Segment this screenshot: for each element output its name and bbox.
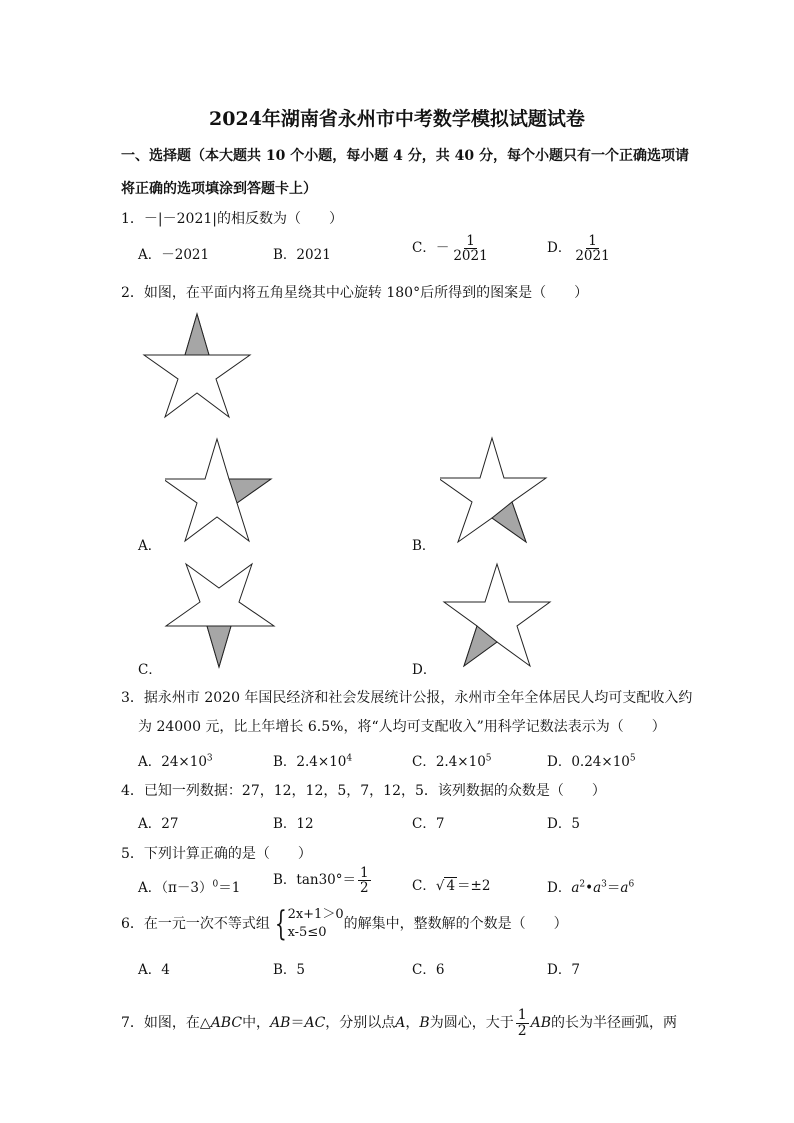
q3-option-d	[547, 750, 636, 770]
q7-text: 7．如图，在△	[121, 1015, 211, 1032]
page-title: 2024年湖南省永州市中考数学模拟试题试卷	[209, 108, 585, 130]
q5-option-c	[412, 874, 490, 894]
q6-option-d: D．7	[547, 962, 580, 978]
q3-option-a	[138, 750, 213, 770]
q7-fraction	[516, 1008, 529, 1038]
section-heading-line2: 将正确的选项填涂到答题卡上）	[121, 181, 317, 197]
q7-var: AC	[304, 1015, 326, 1032]
question-3-stem-line2: 为 24000 元，比上年增长 6.5%，将“人均可支配收入”用科学记数法表示为（ ）	[138, 719, 666, 735]
q1-option-d-fraction	[573, 234, 611, 263]
sqrt-symbol: √ 4	[435, 878, 456, 894]
q4-option-a: A．27	[138, 816, 179, 832]
q4-option-c: C．7	[412, 816, 445, 832]
q5-option-d	[547, 876, 634, 896]
option-exponent: 3	[601, 879, 607, 890]
question-4-stem: 4．已知一列数据：27，12，12，5，7，12，5．该列数据的众数是（ ）	[121, 783, 606, 799]
q3-option-b	[273, 750, 352, 770]
question-5-stem: 5．下列计算正确的是（ ）	[121, 846, 312, 862]
option-d-star-figure	[440, 562, 554, 670]
q7-var: ABC	[210, 1015, 243, 1032]
q5-option-b	[273, 866, 373, 895]
option-exponent: 2	[579, 879, 586, 890]
variable-a: a	[620, 880, 629, 896]
question-1-stem: 1．－|－2021|的相反数为（ ）	[121, 211, 343, 227]
q7-text: 中，	[242, 1015, 271, 1032]
fraction-denominator: 2	[517, 1022, 527, 1039]
option-text: B．tan30°＝	[273, 872, 357, 889]
option-exponent: 5	[485, 753, 492, 764]
fraction-numerator: 1	[360, 865, 369, 881]
q5-option-a	[138, 876, 240, 896]
option-exponent: 6	[628, 879, 635, 890]
q7-text: ，	[405, 1015, 420, 1032]
q2-option-b: B．	[412, 538, 436, 554]
option-text: ＝1	[218, 880, 241, 896]
q7-text: ，分别以点	[325, 1015, 396, 1032]
q6-option-c: C．6	[412, 962, 445, 978]
fraction-numerator: 1	[466, 233, 475, 249]
dot-operator: •	[585, 880, 594, 896]
inequality-system	[270, 906, 344, 942]
option-a-star-figure	[165, 437, 275, 545]
question-6-stem	[121, 906, 568, 942]
variable-a: a	[571, 880, 580, 896]
question-2-stem: 2．如图，在平面内将五角星绕其中心旋转 180°后所得到的图案是（ ）	[121, 285, 589, 301]
q2-option-a: A．	[138, 538, 162, 554]
option-exponent: 5	[629, 753, 636, 764]
option-text: D．0.24×10	[547, 754, 630, 770]
option-exponent: 0	[212, 879, 219, 890]
option-text: D．	[547, 880, 572, 896]
fraction-denominator: 2	[360, 880, 369, 897]
q1-option-a: A．－2021	[138, 247, 210, 263]
q2-option-d: D．	[412, 662, 437, 678]
q1-option-b: B．2021	[273, 247, 331, 263]
q7-text: ＝	[290, 1015, 305, 1032]
variable-a: a	[593, 880, 602, 896]
option-text: A．（π－3）	[138, 880, 213, 896]
q7-text: 为圆心，大于	[429, 1015, 514, 1032]
q4-option-b: B．12	[273, 816, 314, 832]
q7-var: B	[419, 1015, 430, 1032]
q7-var: AB	[270, 1015, 291, 1032]
fraction-denominator: 2021	[453, 248, 488, 265]
q6-prefix: 6．在一元一次不等式组	[121, 916, 270, 932]
q2-option-c: C．	[138, 662, 162, 678]
q5-option-b-fraction	[358, 866, 371, 895]
q7-var: AB	[530, 1015, 552, 1032]
inequality-1: 2x+1＞0	[287, 907, 344, 922]
question-7-stem	[121, 1008, 677, 1038]
q1-option-d-prefix: D．	[547, 240, 572, 257]
option-c-star-figure	[164, 562, 278, 670]
q4-option-d: D．5	[547, 816, 580, 832]
fraction-numerator: 1	[588, 233, 597, 249]
q1-option-c-prefix: C．－	[412, 240, 450, 257]
q1-option-c	[412, 234, 492, 263]
option-text: C．2.4×10	[412, 754, 486, 770]
option-text: A．24×10	[138, 754, 207, 770]
left-brace: {	[274, 904, 287, 944]
option-exponent: 4	[346, 753, 353, 764]
q3-option-c	[412, 750, 492, 770]
equals-sign: ＝	[606, 880, 621, 896]
option-b-star-figure	[440, 436, 554, 546]
q6-option-a: A．4	[138, 962, 170, 978]
question-3-stem-line1: 3．据永州市 2020 年国民经济和社会发展统计公报，永州市全年全体居民人均可支配收入约	[121, 690, 693, 706]
inequality-2: x-5≤0	[287, 925, 327, 940]
fraction-denominator: 2021	[575, 248, 610, 265]
q7-var: A	[395, 1015, 406, 1032]
original-star-figure	[140, 312, 254, 420]
q1-option-d	[547, 234, 614, 263]
q7-text: 的长为半径画弧，两	[551, 1015, 678, 1032]
q1-option-c-fraction	[451, 234, 489, 263]
option-text: ＝±2	[457, 878, 491, 894]
sqrt-radicand: 4	[446, 878, 456, 894]
fraction-numerator: 1	[517, 1007, 527, 1023]
q6-option-b: B．5	[273, 962, 306, 978]
option-text: C．	[412, 878, 436, 894]
option-exponent: 3	[206, 753, 213, 764]
option-text: B．2.4×10	[273, 754, 347, 770]
q6-suffix: 的解集中，整数解的个数是（ ）	[343, 916, 568, 932]
section-heading-line1: 一、选择题（本大题共 10 个小题，每小题 4 分，共 40 分，每个小题只有一个正确选项请	[121, 148, 689, 164]
